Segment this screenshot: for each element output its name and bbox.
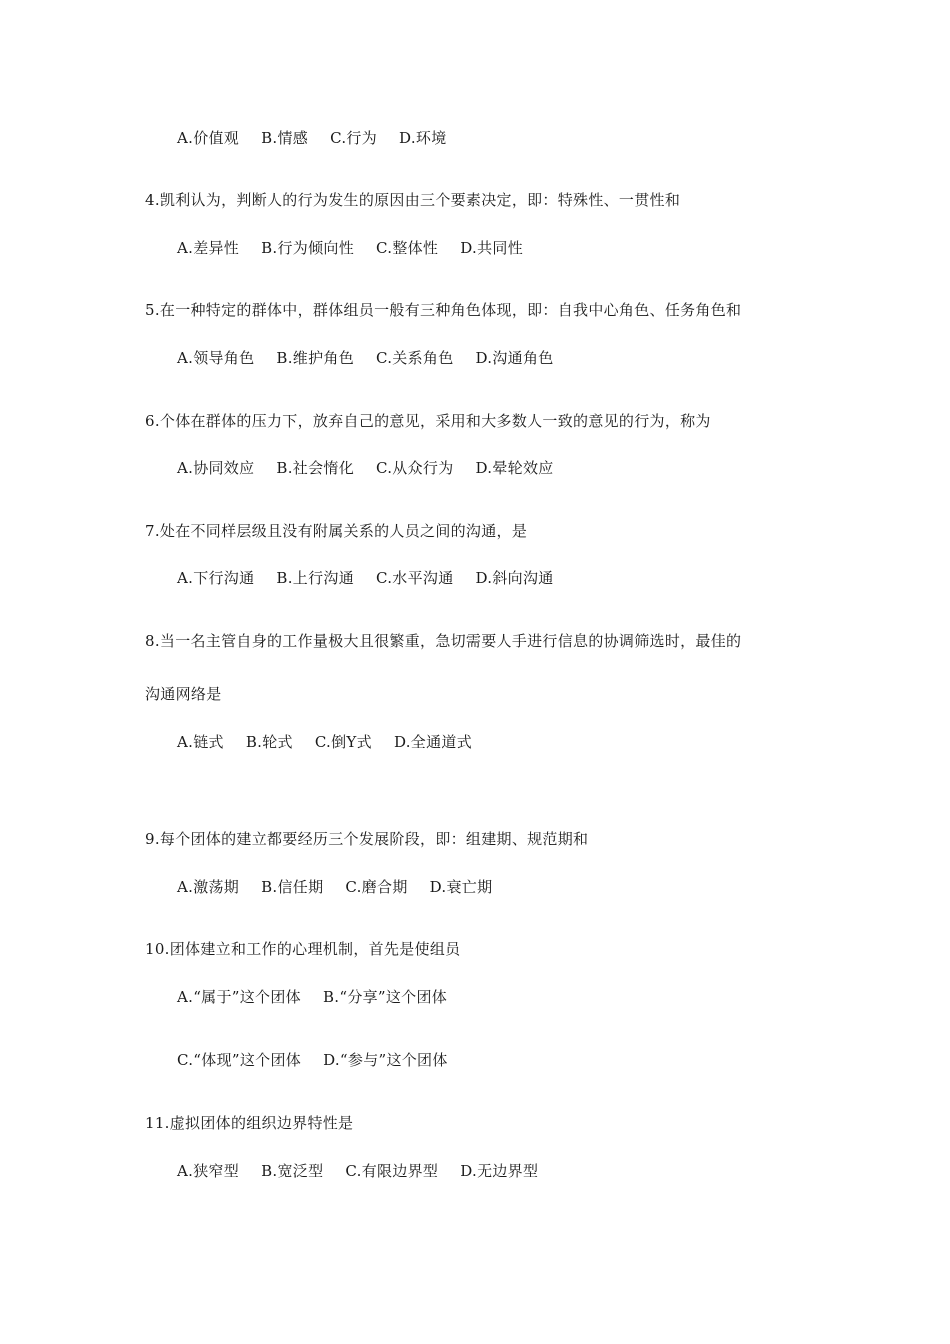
option-b: B.行为倾向性: [261, 239, 355, 257]
option-c: C.整体性: [376, 239, 439, 257]
option-a: A.狭窄型: [177, 1162, 240, 1180]
option-a: A.领导角色: [177, 349, 255, 367]
question-9: 9.每个团体的建立都要经历三个发展阶段，即：组建期、规范期和: [145, 830, 589, 848]
options-q11: [177, 1161, 538, 1181]
options-q10-row1: [177, 987, 447, 1007]
question-8-continued: 沟通网络是: [145, 685, 222, 703]
option-c: C.关系角色: [376, 349, 454, 367]
question-6: 6.个体在群体的压力下，放弃自己的意见，采用和大多数人一致的意见的行为，称为: [145, 412, 711, 430]
option-a: A.激荡期: [177, 878, 240, 896]
option-b: B.“分享”这个团体: [322, 988, 448, 1006]
options-q6: [177, 458, 554, 478]
option-b: B.维护角色: [276, 349, 354, 367]
option-a: A.价值观: [177, 129, 240, 147]
options-q10-row2: [177, 1050, 448, 1070]
option-b: B.情感: [261, 129, 309, 147]
options-q8: [177, 732, 472, 752]
options-q5: [177, 348, 554, 368]
option-d: D.“参与”这个团体: [323, 1051, 448, 1069]
option-c: C.磨合期: [345, 878, 408, 896]
option-c: C.从众行为: [376, 459, 454, 477]
option-a: A.下行沟通: [177, 569, 255, 587]
question-4: 4.凯利认为，判断人的行为发生的原因由三个要素决定，即：特殊性、一贯性和: [145, 191, 681, 209]
option-c: C.行为: [330, 129, 378, 147]
option-a: A.差异性: [177, 239, 240, 257]
option-d: D.衰亡期: [429, 878, 493, 896]
option-b: B.轮式: [245, 733, 293, 751]
option-d: D.晕轮效应: [475, 459, 554, 477]
option-a: A.“属于”这个团体: [177, 988, 301, 1006]
option-b: B.宽泛型: [261, 1162, 324, 1180]
options-q4: [177, 238, 523, 258]
option-b: B.社会惰化: [276, 459, 354, 477]
question-11: 11.虚拟团体的组织边界特性是: [145, 1114, 354, 1132]
question-5: 5.在一种特定的群体中，群体组员一般有三种角色体现，即：自我中心角色、任务角色和: [145, 301, 742, 319]
question-8: 8.当一名主管自身的工作量极大且很繁重，急切需要人手进行信息的协调筛选时，最佳的: [145, 632, 742, 650]
option-d: D.无边界型: [460, 1162, 539, 1180]
options-q9: [177, 877, 492, 897]
question-10: 10.团体建立和工作的心理机制，首先是使组员: [145, 940, 461, 958]
option-b: B.上行沟通: [276, 569, 354, 587]
option-c: C.倒Y式: [314, 733, 372, 751]
option-d: D.共同性: [460, 239, 523, 257]
options-q3: [177, 128, 447, 148]
option-a: A.链式: [177, 733, 224, 751]
option-d: D.斜向沟通: [475, 569, 554, 587]
options-q7: [177, 568, 554, 588]
option-c: C.“体现”这个团体: [177, 1051, 302, 1069]
option-d: D.全通道式: [393, 733, 472, 751]
option-c: C.水平沟通: [376, 569, 454, 587]
option-d: D.环境: [399, 129, 447, 147]
option-a: A.协同效应: [177, 459, 255, 477]
question-7: 7.处在不同样层级且没有附属关系的人员之间的沟通，是: [145, 522, 528, 540]
option-d: D.沟通角色: [475, 349, 554, 367]
option-c: C.有限边界型: [345, 1162, 439, 1180]
option-b: B.信任期: [261, 878, 324, 896]
